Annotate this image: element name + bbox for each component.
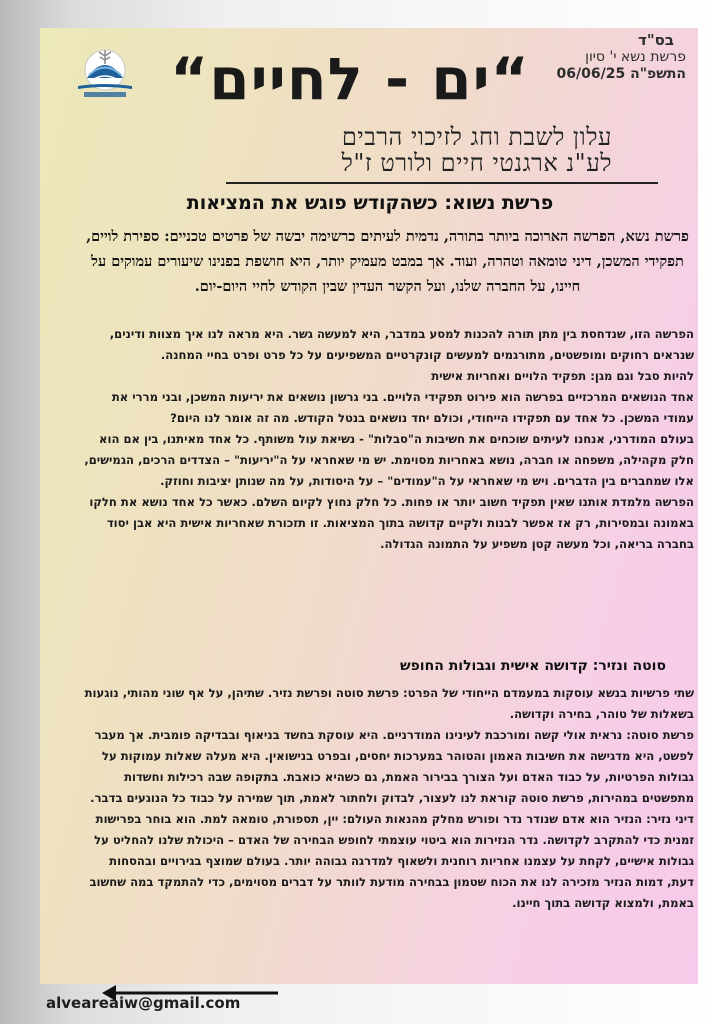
- date-line: התשפ"ה 06/06/25: [556, 66, 686, 82]
- section-2-heading: סוטה ונזיר: קדושה אישית וגבולות החופש: [399, 658, 666, 674]
- issue-info: [557, 32, 686, 83]
- intro-paragraph: פרשת נשא, הפרשה הארוכה ביותר בתורה, נדמית לעיתים כרשימה יבשה של פרטים טכניים: ספירת לויים, תפקידי המשכן, דיני טומאה וטהרה, ועוד. אך במבט מעמיק יותר, היא חושפת בפנינו שיעורים עמוקים על חיינו, על החברה שלנו, ועל הקשר העדין שבין הקודש לחיי היום-יום.: [86, 228, 689, 295]
- content-panel: [40, 28, 698, 984]
- divider: [226, 182, 658, 184]
- paragraph-4: הפרשה מלמדת אותנו שאין תפקיד חשוב יותר או פחות. כל חלק נחוץ לקיום השלם. כאשר כל אחד נושא את חלקו באמונה ובמסירות, רק אז אפשר לבנות ולקיים קדושה בתוך המציאות. זו תזכורת שאחריות אישית היא אבן יסוד בחברה בריאה, וכל מעשה קטן משפיע על התמונה הגדולה.: [89, 495, 694, 551]
- paragraph-3: בעולם המודרני, אנחנו לעיתים שוכחים את חשיבות ה"סבלות" - נשיאת עול משותף. כל אחד מאיתנו, בין אם הוא חלק מקהילה, משפחה או חברה, נושא באחריות מסוימת. יש מי שאחראי על ה"יריעות" – הצדדים הרכים, הגמישים, אלו שמחברים בין הדברים. ויש מי שאחראי על ה"עמודים" – על היסודות, על מה שנותן יציבות וחוזק.: [84, 432, 694, 488]
- contact-email: alveareaiw@gmail.com: [46, 994, 241, 1012]
- article-body: [80, 324, 694, 555]
- paragraph-1: הפרשה הזו, שנדחסת בין מתן תורה להכנות למסע במדבר, היא למעשה גשר. היא מראה לנו איך מצוות ודינים, שנראים רחוקים ומופשטים, מתורגמים למעשים קונקרטיים המשפיעים על כל פרט ופרט בחיי המחנה.: [109, 327, 694, 362]
- paragraph-2: אחד הנושאים המרכזיים בפרשה הוא פירוט תפקידי הלויים. בני גרשון נושאים את יריעות המשכן, ובני מררי את עמודי המשכן. כל אחד עם תפקידו הייחודי, וכולם יחד נושאים בנטל הקודש. מה זה אומר לנו היום?: [111, 390, 694, 425]
- article-heading: פרשת נשוא: כשהקודש פוגש את המציאות: [186, 192, 554, 214]
- bsd-label: בס"ד: [638, 31, 674, 49]
- article-intro: [85, 224, 690, 299]
- section-2-paragraph-3: דיני נזיר: הנזיר הוא אדם שנודר נדר ופורש מחלק מהנאות העולם: יין, תספורת, טומאה למת. הוא בוחר בפרישות זמנית כדי להתקרב לקדושה. נדר הנזירות הוא ביטוי עוצמתי לחופש הבחירה של האדם – היכולת שלנו להחליט על גבולות אישיים, לקחת על עצמנו אחריות רוחנית ולשאוף למדרגה גבוהה יותר. בעולם שמוצף בגירויים ובהסחות דעת, דמות הנזיר מזכירה לנו את הכוח שטמון בבחירה מודעת לוותר על דברים מסוימים, כדי להתמקד במה שחשוב באמת, ולמצוא קדושה בתוך חיינו.: [89, 812, 694, 910]
- subtitle-line-2: לע"נ ארגנטי חיים ולורט ז"ל: [341, 149, 612, 177]
- subtitle: [152, 124, 612, 176]
- sea-tree-logo-icon: [70, 42, 140, 104]
- parsha-line: פרשת נשא י' סיון: [585, 49, 686, 65]
- section-2-body: [80, 683, 694, 914]
- newsletter-title: “ים - לחיים“: [170, 45, 530, 113]
- subheading-levites: להיות סבל וגם מגן: תפקיד הלויים ואחריות אישית: [431, 369, 694, 383]
- section-2-paragraph-2: פרשת סוטה: נראית אולי קשה ומורכבת לעינינו המודרניים. היא עוסקת בחשד בניאוף ובבדיקה פומבית. אך מעבר לפשט, היא מדגישה את חשיבות האמון והטוהר במערכות יחסים, ובפרט בנישואין. היא מעלה שאלות עמוקות על גבולות הפרטיות, על כבוד האדם ועל הצורך בבירור האמת, גם כשהיא כואבת. בתקופה שבה רכילות וחשדות מתפשטים במהירות, פרשת סוטה קוראת לנו לעצור, לבדוק ולחתור לאמת, תוך שמירה על כבוד כל הנוגעים בדבר.: [90, 728, 694, 805]
- section-2-paragraph-1: שתי פרשיות בנשא עוסקות במעמדם הייחודי של הפרט: פרשת סוטה ופרשת נזיר. שתיהן, על אף שוני מהותי, נוגעות בשאלות של טוהר, בחירה וקדושה.: [84, 686, 694, 721]
- subtitle-line-1: עלון לשבת וחג לזיכוי הרבים: [341, 123, 612, 151]
